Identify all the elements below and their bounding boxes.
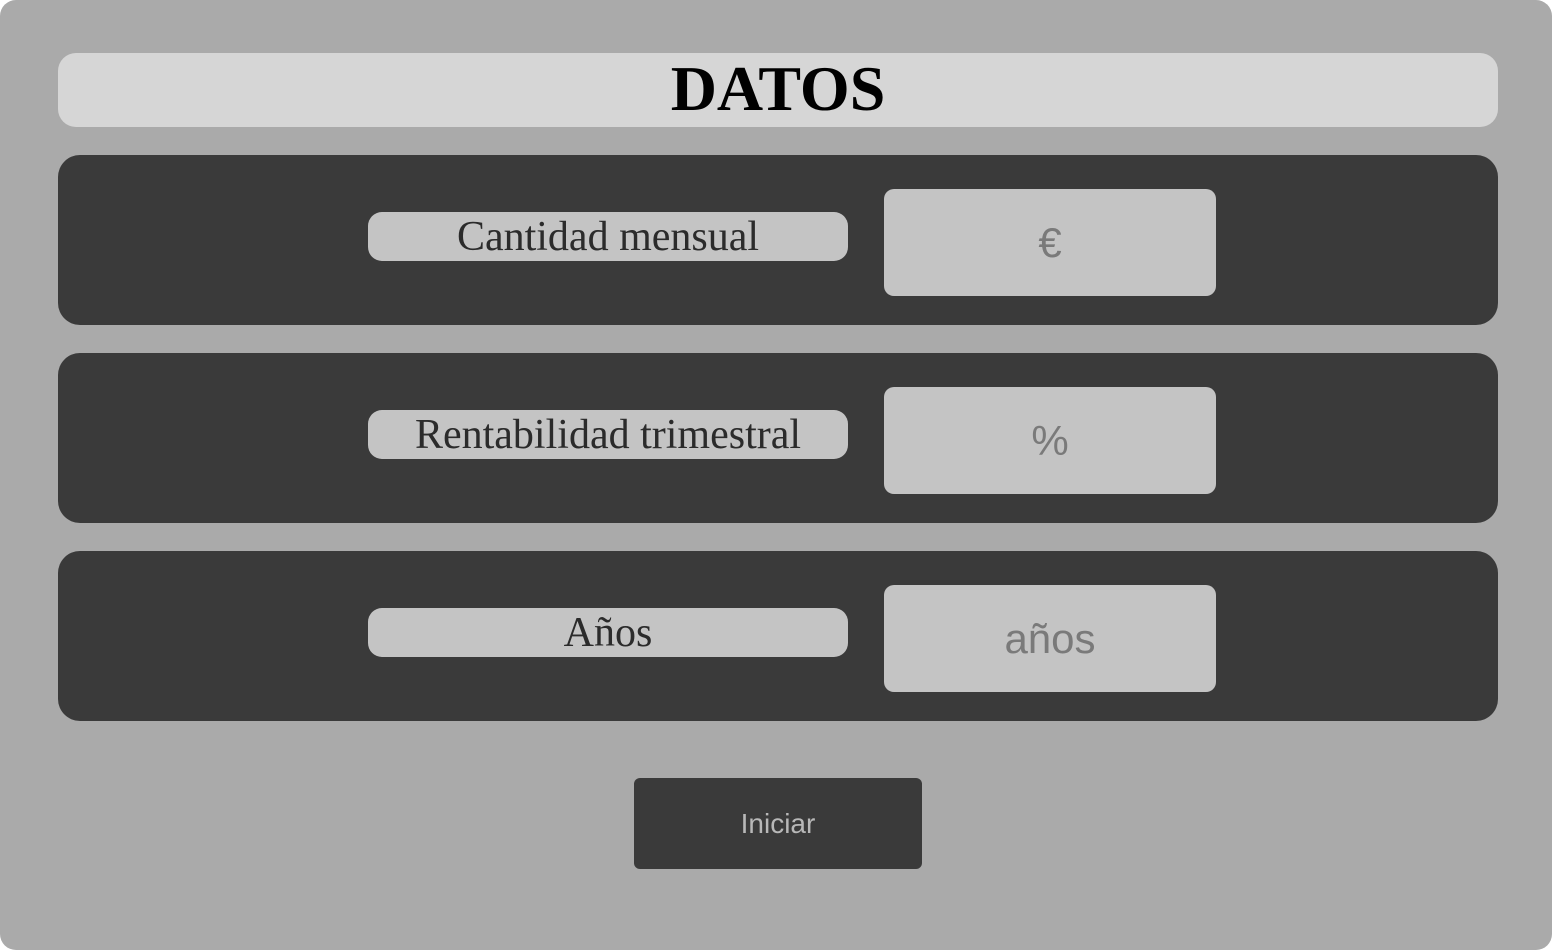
quarterly-return-input[interactable]: [884, 387, 1216, 494]
monthly-amount-label: Cantidad mensual: [368, 212, 848, 261]
field-row-monthly-amount: [58, 155, 1498, 325]
start-button[interactable]: Iniciar: [634, 778, 922, 869]
quarterly-return-label: Rentabilidad trimestral: [368, 410, 848, 459]
years-label: Años: [368, 608, 848, 657]
monthly-amount-input[interactable]: [884, 189, 1216, 296]
field-row-years: [58, 551, 1498, 721]
title-bar: [58, 53, 1498, 127]
page-title: DATOS: [670, 53, 886, 124]
years-input[interactable]: [884, 585, 1216, 692]
field-row-quarterly-return: [58, 353, 1498, 523]
